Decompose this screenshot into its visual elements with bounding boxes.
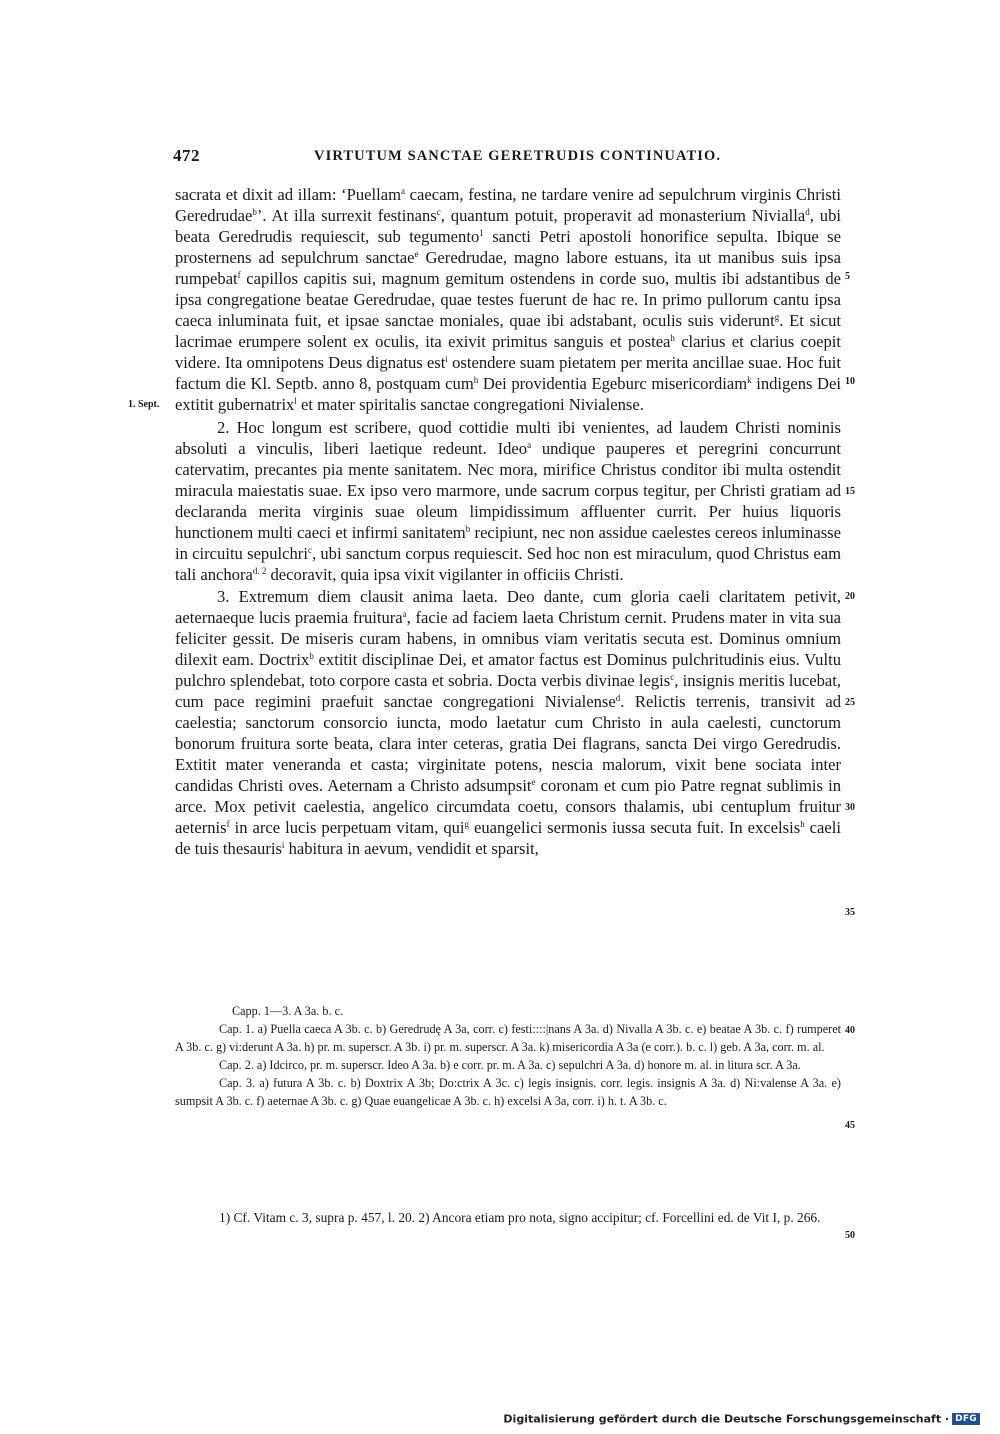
- margin-line-number: 25: [845, 697, 855, 708]
- footnotes: [175, 1208, 841, 1228]
- footnote-marker: 1: [479, 228, 484, 239]
- text-run: ’. At illa surrexit festinans: [256, 206, 437, 226]
- footnote-marker: a: [527, 439, 532, 450]
- text-run: Geredrudae, magno labore estuans, ita ut manibus suis ipsa rumpebat: [175, 248, 841, 289]
- text-run: coronam et cum pio Patre regnat sublimis in arce. Mox petivit caelestia, angelico circumdata coetu, consors thalamis, ubi centuplum fruitur aeternis: [175, 776, 841, 838]
- footnote-marker: f: [226, 819, 230, 830]
- text-run: undique pauperes et peregrini concurrunt catervatim, precantes pia mente sanitatem. Nec mora, mirifice Christus conditor ibi multa ostendit miracula maiestatis suae. Ex ipso vero marmore, unde sacrum corpus tegitur, per Christi gratiam ad declaranda merita virginis suae oleum limpidissimum affluenter currit. Per huius liquoris hunctionem multi caeci et infirmi sanitatem: [175, 438, 842, 542]
- footnote-marker: l: [294, 396, 297, 407]
- paragraph-2: [175, 417, 841, 585]
- text-run: , facie ad faciem laeta Christum cernit. Prudens mater in vita sua feliciter gessit. De miseris curam habens, in omnibus viam veritatis secuta est. Dominus omnium dilexit eam. Doctrix: [175, 607, 841, 670]
- dfg-logo-icon: DFG: [952, 1413, 980, 1425]
- text-run: 2. Hoc longum est scribere, quod cottidie multi ibi venientes, ad laudem Christi nominis absoluti a vinculis, liberi laetique redeunt. Ideo: [175, 417, 841, 458]
- text-run: capillos capitis sui, magnum gemitum ostendens in corde suo, multis ibi adstantibus de ipsa congregatione beatae Geredrudae, quae testes fuerunt de hac re. In primo pullorum cantu ipsa caeca inluminata fuit, et ipsae sanctae moniales, quae ibi adstabant, oculis suis viderunt: [175, 269, 841, 331]
- text-run: caecam, festina, ne tardare venire ad sepulchrum virginis Christi Geredrudae: [175, 185, 842, 226]
- footnote-marker: e: [414, 249, 419, 260]
- footnote-marker: a: [402, 608, 407, 619]
- text-run: in arce lucis perpetuam vitam, qui: [229, 818, 465, 838]
- text-run: habitura in aevum, vendidit et sparsit,: [284, 839, 539, 859]
- footnote-marker: h: [670, 333, 675, 344]
- text-run: caeli de tuis thesauris: [175, 818, 841, 859]
- text-run: ostendere suam pietatem per merita ancillae suae. Hoc fuit factum die Kl. Septb. anno 8, postquam cum: [175, 353, 841, 394]
- text-run: , ubi sanctum corpus requiescit. Sed hoc non est miraculum, quod Christus eam tali anchora: [175, 543, 841, 584]
- main-text: [175, 184, 841, 860]
- text-run: . Et sicut lacrimae erumpere solent ex oculis, ita exivit primitus sanguis et postea: [175, 311, 841, 352]
- text-run: indigens Dei extitit gubernatrix: [175, 374, 841, 415]
- margin-line-number: 15: [845, 486, 855, 497]
- footnote-marker: g: [774, 312, 780, 323]
- running-title: VIRTUTUM SANCTAE GERETRUDIS CONTINUATIO.: [314, 148, 722, 164]
- text-run: sancti Petri apostoli honorifice sepulta. Ibique se prosternens ad sepulchrum sanctae: [175, 227, 841, 268]
- critical-apparatus: [175, 1002, 841, 1111]
- footnote-marker: i: [281, 840, 285, 851]
- margin-line-number: 5: [845, 271, 850, 282]
- margin-line-number: 45: [845, 1120, 855, 1131]
- footnote-marker: b: [465, 523, 471, 534]
- page-number: 472: [173, 146, 200, 165]
- text-run: sacrata et dixit ad illam: ‘Puellam: [175, 185, 402, 204]
- margin-line-number: 50: [845, 1230, 855, 1241]
- paragraph-3: [175, 586, 841, 860]
- text-run: extitit disciplinae Dei, et amator factus est Dominus pulchritudinis eius. Vultu pulchro splendebat, toto corpore casta et sobria. Docta verbis divinae legis: [175, 650, 841, 691]
- margin-line-number: 20: [845, 591, 855, 602]
- text-run: recipiunt, nec non assidue caelestes cereos inluminasse in circuitu sepulchri: [175, 522, 841, 563]
- footnote-marker: f: [237, 270, 241, 281]
- footnote-marker: b: [252, 207, 257, 218]
- text-run: , ubi beata Geredrudis requiescit, sub tegumento: [175, 206, 841, 247]
- apparatus-cap-2: Cap. 2. a) Idcirco, pr. m. superscr. Ideo A 3a. b) e corr. pr. m. A 3a. c) sepulchri A 3a. d) honore m. al. in litura scr. A 3a.: [219, 1058, 801, 1073]
- text-run: decoravit, quia ipsa vixit vigilanter in officiis Christi.: [266, 564, 624, 584]
- footnote-marker: b: [309, 651, 314, 662]
- text-run: . Relictis terrenis, transivit ad caelestia; sanctorum consorcio iuncta, modo laetatur cum Christo in aula caelesti, cunctorum bonorum fruitura sorte beata, clara inter ceteras, gratia Dei flagrans, sancta Dei virgo Geredrudis. Extitit mater veneranda et casta; virginitate potens, nescia malorum, vixit bene sociata inter candidas Christi oves. Aeternam a Christo adsumpsit: [175, 692, 841, 796]
- footnote-marker: h: [473, 375, 479, 386]
- text-run: et mater spiritalis sanctae congregationi Nivialense.: [296, 395, 644, 415]
- footnote-marker: d: [805, 207, 810, 218]
- footnote-marker: h: [800, 819, 805, 830]
- footnote-marker: c: [670, 672, 675, 683]
- text-run: 3. Extremum diem clausit anima laeta. Deo dante, cum gloria caeli claritatem petivit, aeternaeque lucis praemia fruitura: [175, 586, 841, 627]
- footnote-marker: e: [531, 777, 536, 788]
- digitization-credit: [503, 1412, 980, 1426]
- footnote-marker: i: [445, 354, 448, 365]
- apparatus-cap-3: Cap. 3. a) futura A 3b. c. b) Doxtrix A 3b; Do:ctrix A 3c. c) legis insignis. corr. legis. insignis A 3a. d) Ni:valense A 3a. e) sumpsit A 3b. c. f) aeternae A 3b. c. g) Quae euangelicae A 3b. c. h) excelsi A 3a, corr. i) h. t. A 3b. c.: [175, 1076, 841, 1109]
- text-run: euangelici sermonis iussa secuta fuit. In excelsis: [469, 818, 801, 838]
- footnote-marker: g: [464, 819, 470, 830]
- credit-text: Digitalisierung gefördert durch die Deutsche Forschungsgemeinschaft ·: [503, 1412, 950, 1426]
- footnote-marker: d: [615, 693, 621, 704]
- text-run: clarius et clarius coepit videre. Ita omnipotens Deus dignatus est: [175, 332, 841, 373]
- footnote-marker: c: [436, 207, 441, 218]
- footnote-marker: d. 2: [252, 565, 267, 576]
- margin-line-number: 35: [845, 907, 855, 918]
- apparatus-head: Capp. 1—3. A 3a. b. c.: [232, 1004, 344, 1018]
- margin-line-number: 40: [845, 1025, 855, 1036]
- paragraph-1: [175, 184, 841, 416]
- text-run: , quantum potuit, properavit ad monasterium Nivialla: [440, 206, 806, 226]
- footnote-marker: c: [307, 544, 312, 555]
- margin-date: 1. Sept.: [128, 399, 160, 410]
- apparatus-cap-1: Cap. 1. a) Puella caeca A 3b. c. b) Geredrudę A 3a, corr. c) festi::::|nans A 3a. d) Nivalla A 3b. c. e) beatae A 3b. c. f) rumperet A 3b. c. g) vi:derunt A 3a. h) pr. m. superscr. A 3b. i) pr. m. superscr. A 3a. k) misericordia A 3a (e corr.). b. c. l) geb. A 3a, corr. m. al.: [175, 1022, 841, 1055]
- text-run: , insignis meritis lucebat, cum pace regimini praefuit sanctae congregationi Nivialense: [175, 671, 841, 712]
- text-run: Dei providentia Egeburc misericordiam: [478, 374, 748, 394]
- margin-line-number: 10: [845, 376, 855, 387]
- footnote-text: 1) Cf. Vitam c. 3, supra p. 457, l. 20. 2) Ancora etiam pro nota, signo accipitur; cf. Forcellini ed. de Vit I, p. 266.: [219, 1210, 821, 1225]
- footnote-marker: k: [747, 375, 752, 386]
- margin-line-number: 30: [845, 802, 855, 813]
- footnote-marker: a: [401, 186, 406, 196]
